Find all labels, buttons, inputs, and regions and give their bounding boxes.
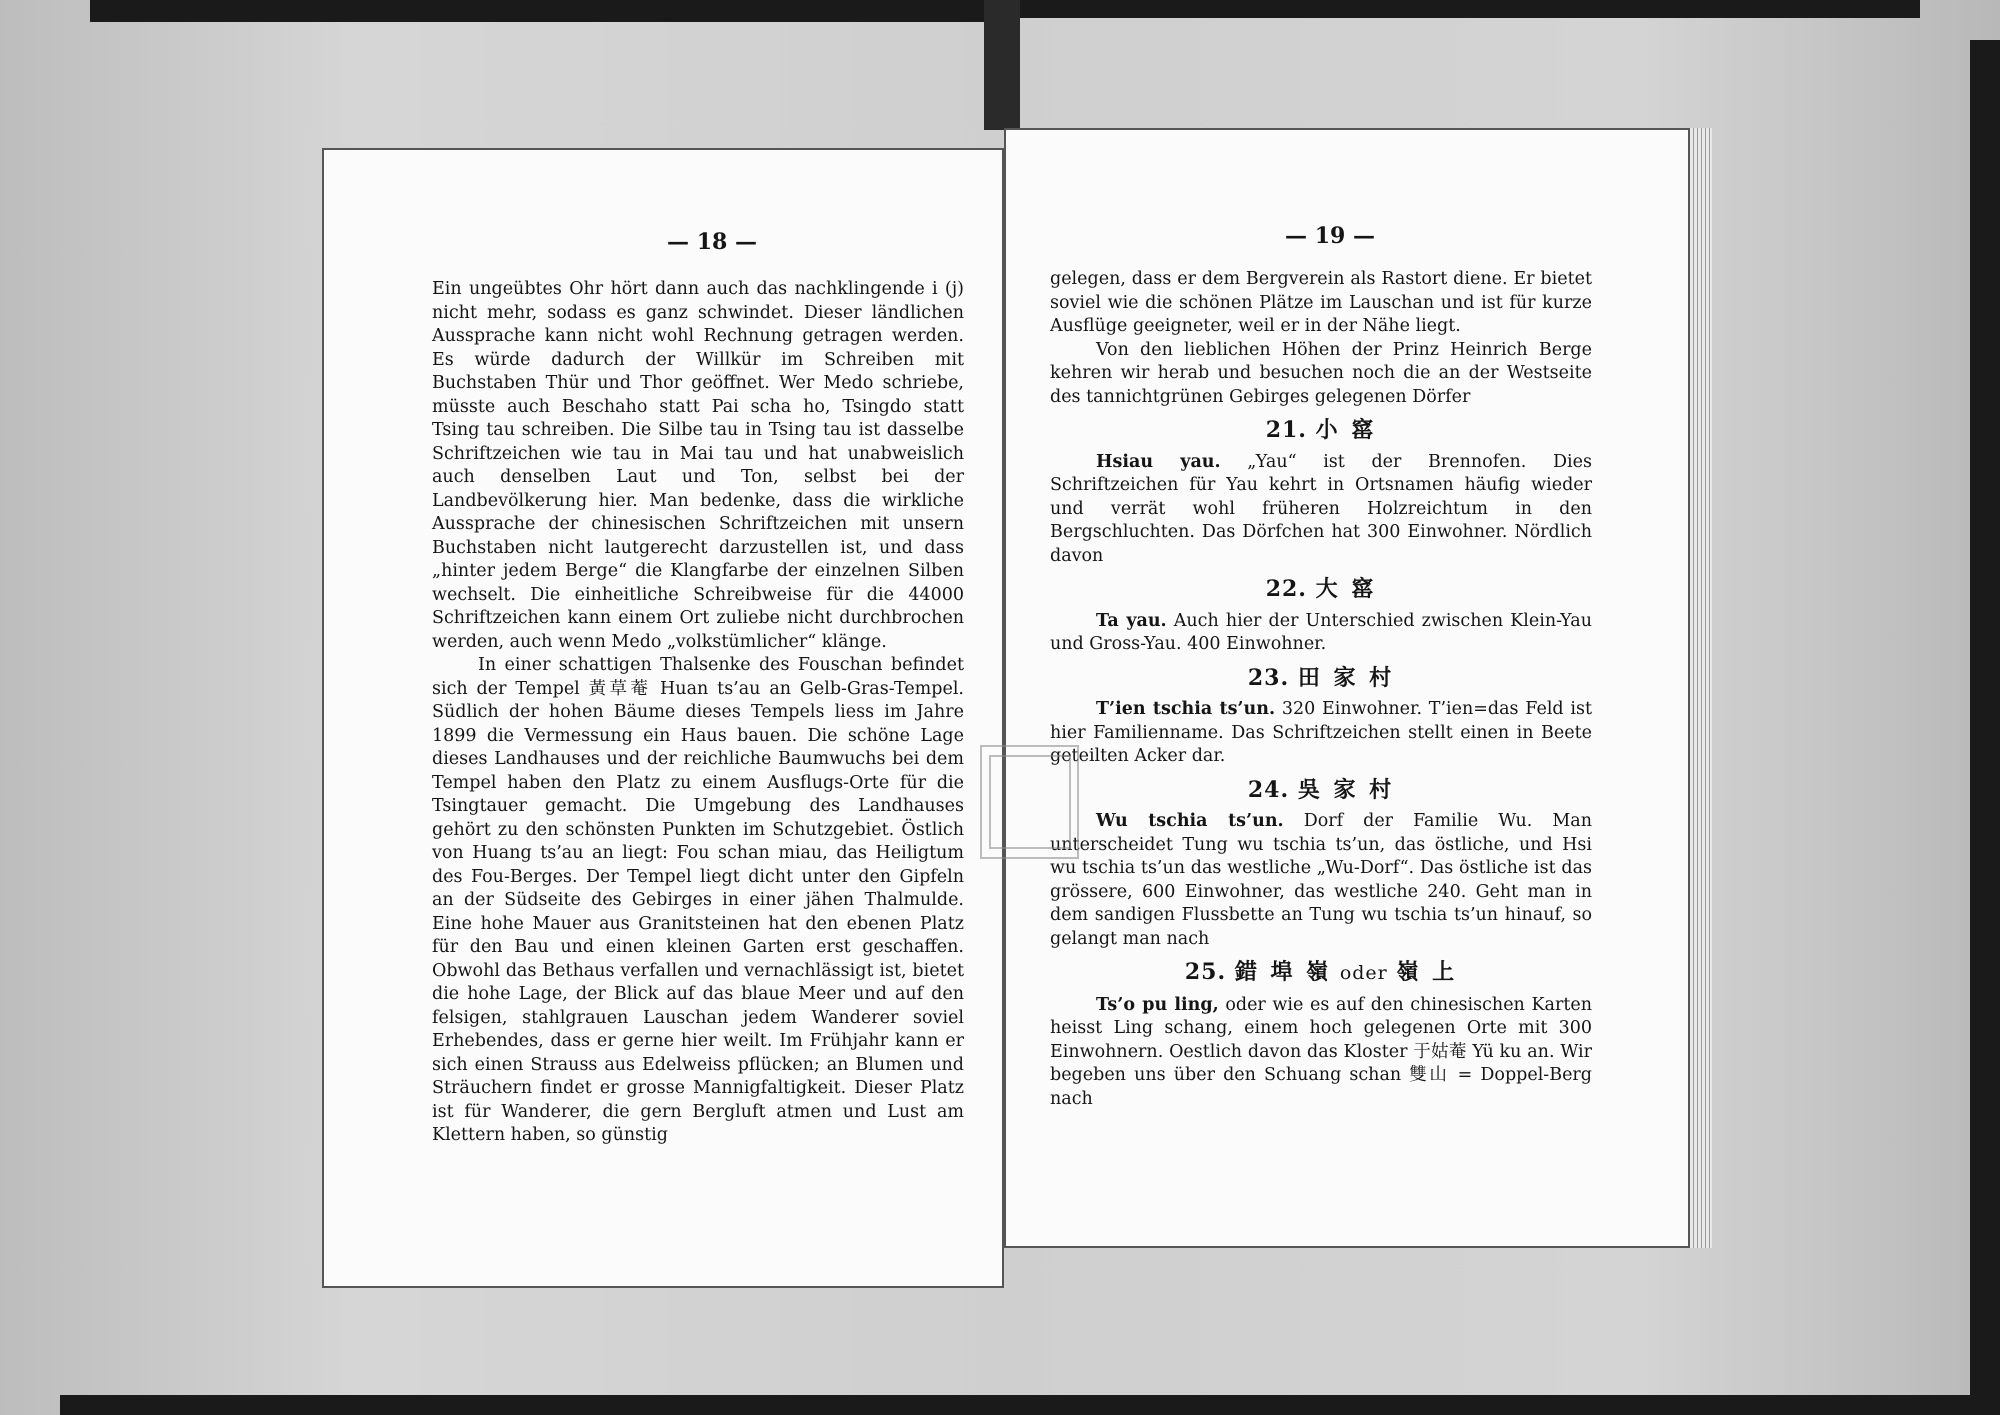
library-seal-stamp: [980, 745, 1079, 859]
paragraph: Von den lieblichen Höhen der Prinz Heinrich Berge kehren wir herab und besuchen noch die an der Westseite des tannichtgrünen Gebirges gelegenen Dörfer: [1050, 339, 1592, 407]
section-body: Hsiau yau. „Yau“ ist der Brennofen. Dies Schriftzeichen für Yau kehrt in Ortsnamen häufig wieder und verrät wohl früheren Holzreichtum in den Bergschluchten. Das Dörfchen hat 300 Einwohner. Nördlich davon: [1050, 451, 1592, 566]
book-spine: [984, 0, 1020, 130]
library-seal-inner: [989, 755, 1071, 849]
section-heading-25: 25. 錯 埠 嶺 oder 嶺 上: [1184, 959, 1458, 985]
scan-border-bottom: [60, 1395, 2000, 1415]
section-body: Wu tschia ts’un. Dorf der Familie Wu. Man unterscheidet Tung wu tschia ts’un, das östliche, und Hsi wu tschia ts’un das westliche „Wu-Dorf“. Das östliche ist das grössere, 600 Einwohner, das westliche 240. Geht man in dem sandigen Flussbette an Tung wu tschia ts’un hinauf, so gelangt man nach: [1050, 811, 1592, 949]
paragraph: Ein ungeübtes Ohr hört dann auch das nachklingende i (j) nicht mehr, sodass es ganz schwindet. Dieser ländlichen Aussprache kann nicht wohl Rechnung getragen werden. Es würde dadurch der Willkür im Schreiben mit Buchstaben Thür und Thor geöffnet. Wer Medo schriebe, müsste auch Beschaho statt Pai scha ho, Tsingdo statt Tsing tau schreiben. Die Silbe tau in Tsing tau ist dasselbe Schriftzeichen wie tau in Mai tau und hat unabweislich auch denselben Laut und Ton, selbst bei der Landbevölkerung hier. Man bedenke, dass die wirkliche Aussprache der chinesischen Schriftzeichen mit unsern Buchstaben nicht lautgerecht darzustellen ist, und dass „hinter jedem Berge“ die Klangfarbe der einzelnen Silben wechselt. Die einheitliche Schreibweise für die 44000 Schriftzeichen kann einem Ort zuliebe nicht durchbrochen werden, auch wenn Medo „volkstümlicher“ klänge.: [432, 279, 964, 652]
page-number-right: — 19 —: [1285, 223, 1375, 249]
scan-border-top-right: [1020, 0, 1920, 18]
paragraph: gelegen, dass er dem Bergverein als Rastort diene. Er bietet soviel wie die schönen Plätze im Lauschan und ist für kurze Ausflüge geeigneter, weil er in der Nähe liegt.: [1050, 269, 1592, 336]
scan-border-right: [1970, 40, 2000, 1415]
paragraph: In einer schattigen Thalsenke des Fouschan befindet sich der Tempel 黃草菴 Huan ts’au an Gelb-Gras-Tempel. Südlich der hohen Bäume dieses Tempels liess im Jahre 1899 die Vermessung ein Haus bauen. Die schöne Lage dieses Landhauses und der reichliche Baumwuchs bei dem Tempel haben den Platz zu einem Ausflugs-Orte für die Tsingtauer gemacht. Die Umgebung des Landhauses gehört zu den schönsten Punkten im Schutzgebiet. Östlich von Huang ts’au an liegt: Fou schan miau, das Heiligtum des Fou-Berges. Der Tempel liegt dicht unter den Gipfeln an der Südseite des Gebirges in einer jähen Thalmulde. Eine hohe Mauer aus Granitsteinen hat den ebenen Platz für den Bau und einen kleinen Garten erst geschaffen. Obwohl das Bethaus verfallen und vernachlässigt ist, bietet die hohe Lage, der Blick auf das blaue Meer und auf den felsigen, stahlgrauen Lauschan jedem Wanderer soviel Erhebendes, dass er gerne hier weilt. Im Frühjahr kann er sich einen Strauss aus Edelweiss pflücken; an Blumen und Sträuchern findet er grosse Mannigfaltigkeit. Dieser Platz ist für Wanderer, die gern Bergluft atmen und Lust am Klettern haben, so günstig: [432, 655, 964, 1145]
scan-border-top-left: [90, 0, 990, 22]
left-page: [322, 148, 1004, 1288]
section-heading-24: 24. 吳 家 村: [1247, 776, 1395, 803]
section-body: T’ien tschia ts’un. 320 Einwohner. T’ien=das Feld ist hier Familienname. Das Schriftzeichen stellt einen in Beete geteilten Acker dar.: [1050, 699, 1592, 766]
section-body: Ts’o pu ling, oder wie es auf den chinesischen Karten heisst Ling schang, einem hoch gelegenen Orte mit 300 Einwohnern. Oestlich davon das Kloster 于姑菴 Yü ku an. Wir begeben uns über den Schuang schan 雙山 = Doppel-Berg nach: [1050, 994, 1592, 1109]
section-body: Ta yau. Auch hier der Unterschied zwischen Klein-Yau und Gross-Yau. 400 Einwohner.: [1050, 610, 1592, 654]
section-heading-23: 23. 田 家 村: [1247, 664, 1395, 691]
page-number-left: — 18 —: [667, 229, 757, 255]
page-stack-edge: [1690, 128, 1712, 1248]
left-page-text: [432, 278, 964, 1148]
right-page: [1004, 128, 1690, 1248]
section-heading-22: 22. 大 窰: [1265, 576, 1377, 602]
section-heading-21: 21. 小 窰: [1265, 417, 1377, 443]
right-page-text: [1050, 268, 1592, 1111]
